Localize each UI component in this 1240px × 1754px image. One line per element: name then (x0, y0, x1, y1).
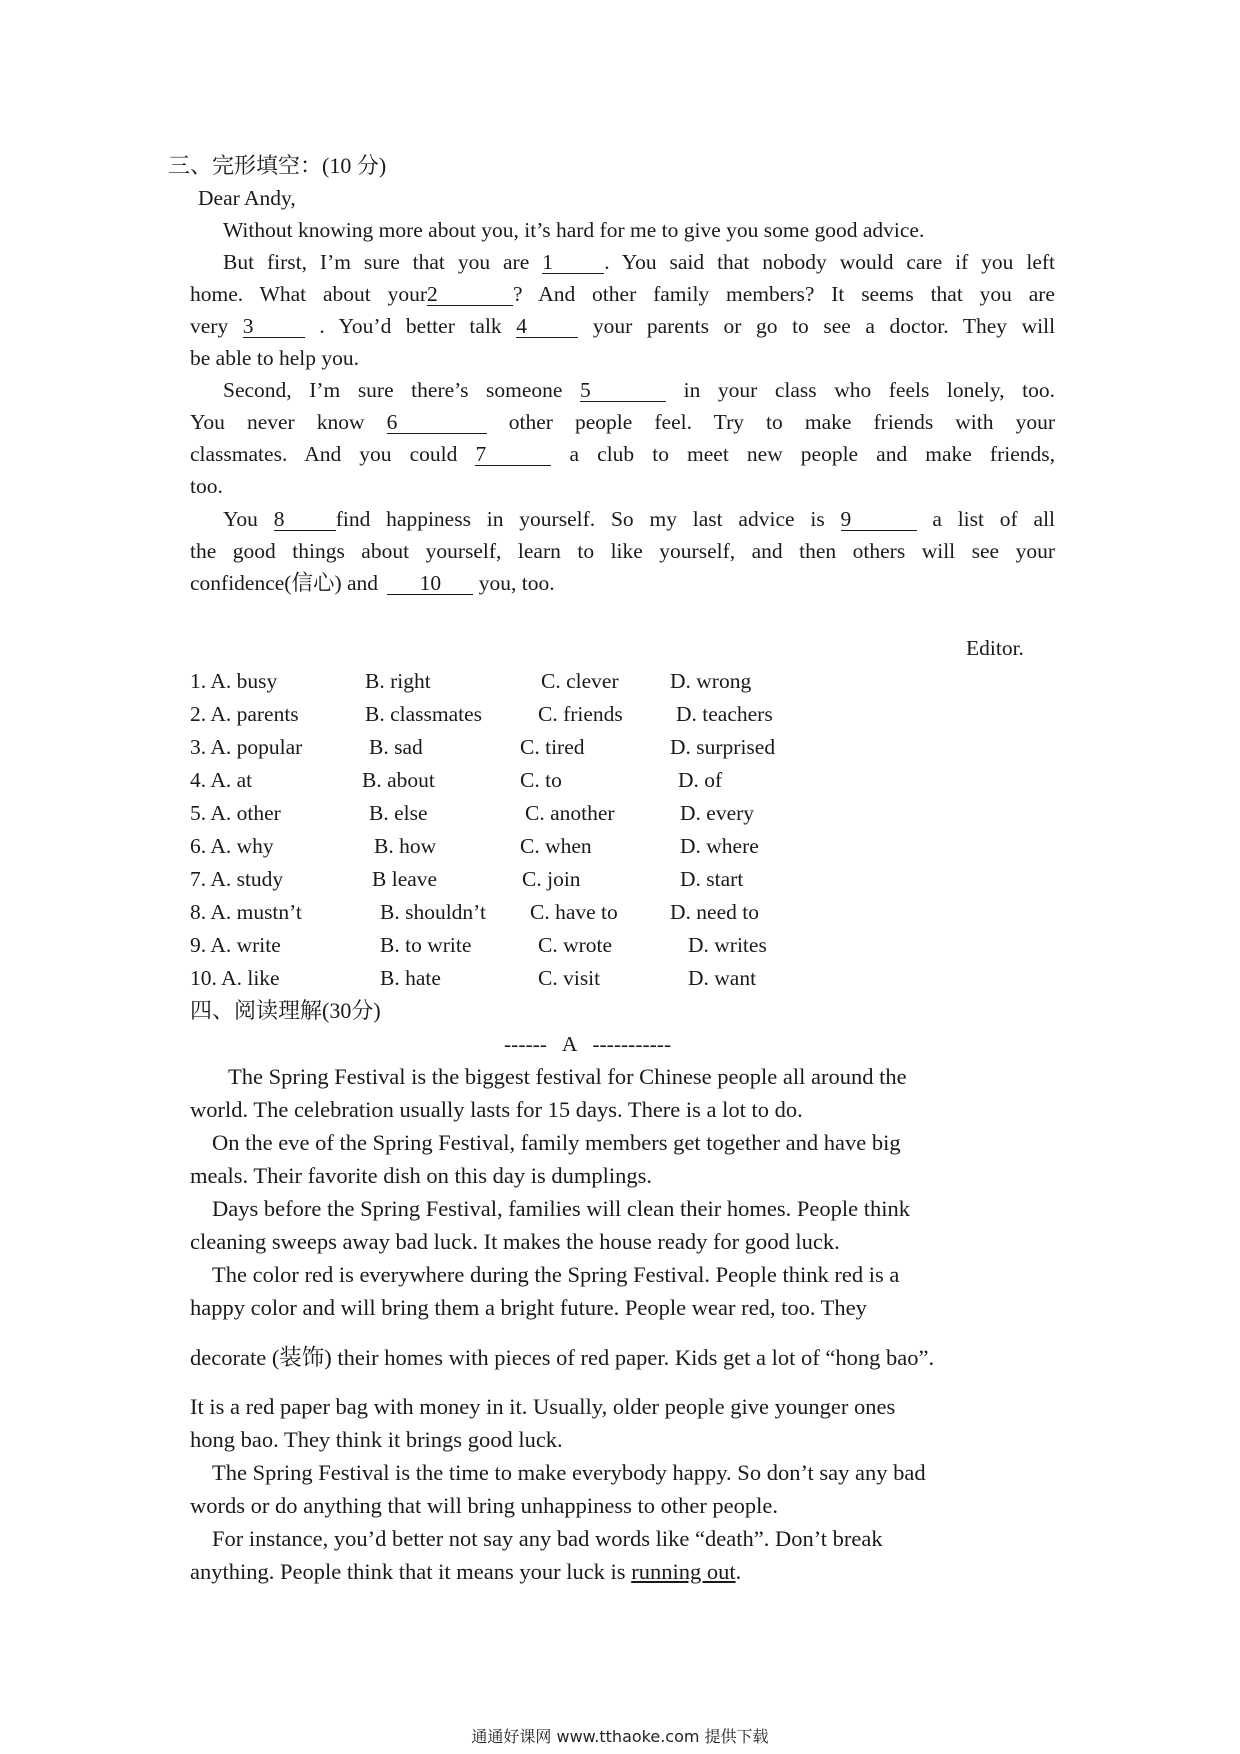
option-10b: B. hate (380, 966, 441, 990)
option-9b: B. to write (380, 933, 472, 957)
letter-p2-line3 (190, 313, 1055, 339)
option-4c: C. to (520, 768, 562, 792)
option-3a: 3. A. popular (190, 735, 303, 759)
option-9a: 9. A. write (190, 933, 281, 957)
option-5c: C. another (525, 801, 615, 825)
letter-p4-line2: the good things about yourself, learn to like yourself, and then others will see your (190, 539, 1055, 563)
letter-p2-line2 (190, 281, 1055, 307)
option-10c: C. visit (538, 966, 601, 990)
text: You (223, 507, 258, 531)
option-4d: D. of (678, 768, 723, 792)
option-8c: C. have to (530, 900, 618, 924)
option-2a: 2. A. parents (190, 702, 299, 726)
text: in your class who feels lonely, too. (683, 378, 1056, 402)
option-5a: 5. A. other (190, 801, 281, 825)
letter-greeting: Dear Andy, (198, 186, 296, 210)
text: ? And other family members? It seems that you are (513, 282, 1055, 306)
section3-heading: 三、完形填空：(10 分) (168, 153, 387, 178)
option-1d: D. wrong (670, 669, 752, 693)
letter-p3-line1 (190, 377, 1055, 403)
passage-line-6: cleaning sweeps away bad luck. It makes the house ready for good luck. (190, 1229, 840, 1254)
option-1c: C. clever (541, 669, 619, 693)
option-8a: 8. A. mustn’t (190, 900, 302, 924)
option-2b: B. classmates (365, 702, 483, 726)
passage-line-14: For instance, you’d better not say any bad words like “death”. Don’t break (212, 1526, 883, 1551)
text: You never know (190, 410, 365, 434)
text: your parents or go to see a doctor. They will (592, 314, 1056, 338)
text: home. What about your (190, 282, 427, 306)
option-9d: D. writes (688, 933, 767, 957)
text: very (190, 314, 229, 338)
passage-line-15 (190, 1558, 741, 1586)
option-2c: C. friends (538, 702, 623, 726)
text: anything. People think that it means your luck is (190, 1559, 626, 1584)
option-9c: C. wrote (538, 933, 613, 957)
section4-heading: 四、阅读理解(30分) (190, 998, 381, 1023)
passage-line-3: On the eve of the Spring Festival, family members get together and have big (212, 1130, 901, 1155)
text: But first, I’m sure that you are (223, 250, 530, 274)
blank-10: 10 (387, 572, 473, 595)
letter-p4-line1 (190, 506, 1055, 532)
option-6b: B. how (374, 834, 437, 858)
passage-line-2: world. The celebration usually lasts for 15 days. There is a lot to do. (190, 1097, 803, 1122)
blank-8: 8 (274, 508, 336, 531)
text: confidence(信心) and (190, 571, 379, 595)
letter-p3-line4: too. (190, 474, 223, 498)
text: . You’d better talk (319, 314, 502, 338)
text: other people feel. Try to make friends with your (508, 410, 1056, 434)
option-7d: D. start (680, 867, 744, 891)
option-7b: B leave (372, 867, 438, 891)
page-footer: 通通好课网 www.tthaoke.com 提供下载 (471, 1727, 769, 1746)
option-3b: B. sad (369, 735, 423, 759)
text: Second, I’m sure there’s someone (223, 378, 563, 402)
option-2d: D. teachers (676, 702, 773, 726)
blank-3: 3 (243, 315, 305, 338)
blank-7: 7 (475, 443, 551, 466)
option-4a: 4. A. at (190, 768, 253, 792)
passage-line-9: decorate (装饰) their homes with pieces of red paper. Kids get a lot of “hong bao”. (190, 1345, 935, 1370)
option-6d: D. where (680, 834, 759, 858)
text: . (735, 1559, 742, 1584)
letter-paragraph-1: Without knowing more about you, it’s hard for me to give you some good advice. (223, 218, 925, 242)
option-6a: 6. A. why (190, 834, 274, 858)
option-4b: B. about (362, 768, 435, 792)
option-7a: 7. A. study (190, 867, 284, 891)
blank-9: 9 (841, 508, 917, 531)
blank-4: 4 (516, 315, 578, 338)
passage-line-10: It is a red paper bag with money in it. Usually, older people give younger ones (190, 1394, 896, 1419)
letter-p2-line4: be able to help you. (190, 346, 359, 370)
option-10d: D. want (688, 966, 757, 990)
letter-p3-line3 (190, 441, 1055, 467)
passage-line-13: words or do anything that will bring unhappiness to other people. (190, 1493, 779, 1518)
option-8b: B. shouldn’t (380, 900, 486, 924)
option-3c: C. tired (520, 735, 585, 759)
passage-line-1: The Spring Festival is the biggest festival for Chinese people all around the (228, 1064, 907, 1089)
text: classmates. And you could (190, 442, 458, 466)
passage-line-8: happy color and will bring them a bright future. People wear red, too. They (190, 1295, 867, 1320)
option-5b: B. else (369, 801, 428, 825)
option-5d: D. every (680, 801, 755, 825)
text: . You said that nobody would care if you left (604, 250, 1055, 274)
letter-signature: Editor. (966, 636, 1024, 660)
passage-part-label: ------ A ----------- (504, 1032, 672, 1056)
letter-p2-line1 (190, 249, 1055, 275)
option-6c: C. when (520, 834, 592, 858)
text: a club to meet new people and make friends, (569, 442, 1055, 466)
option-1b: B. right (365, 669, 431, 693)
passage-line-7: The color red is everywhere during the Spring Festival. People think red is a (212, 1262, 900, 1287)
blank-1: 1 (542, 251, 604, 274)
blank-5: 5 (580, 379, 666, 402)
passage-line-12: The Spring Festival is the time to make everybody happy. So don’t say any bad (212, 1460, 926, 1485)
passage-line-4: meals. Their favorite dish on this day is dumplings. (190, 1163, 653, 1188)
letter-p4-line3 (190, 570, 555, 596)
option-1a: 1. A. busy (190, 669, 278, 693)
letter-p3-line2 (190, 409, 1055, 435)
text: a list of all (932, 507, 1056, 531)
option-3d: D. surprised (670, 735, 776, 759)
blank-6: 6 (387, 411, 487, 434)
passage-line-11: hong bao. They think it brings good luck. (190, 1427, 563, 1452)
underlined-phrase: running out (631, 1559, 736, 1584)
option-10a: 10. A. like (190, 966, 280, 990)
option-7c: C. join (522, 867, 581, 891)
text: you, too. (478, 571, 555, 595)
passage-line-5: Days before the Spring Festival, families will clean their homes. People think (212, 1196, 910, 1221)
text: find happiness in yourself. So my last advice is (335, 507, 825, 531)
blank-2: 2 (427, 283, 513, 306)
option-8d: D. need to (670, 900, 759, 924)
